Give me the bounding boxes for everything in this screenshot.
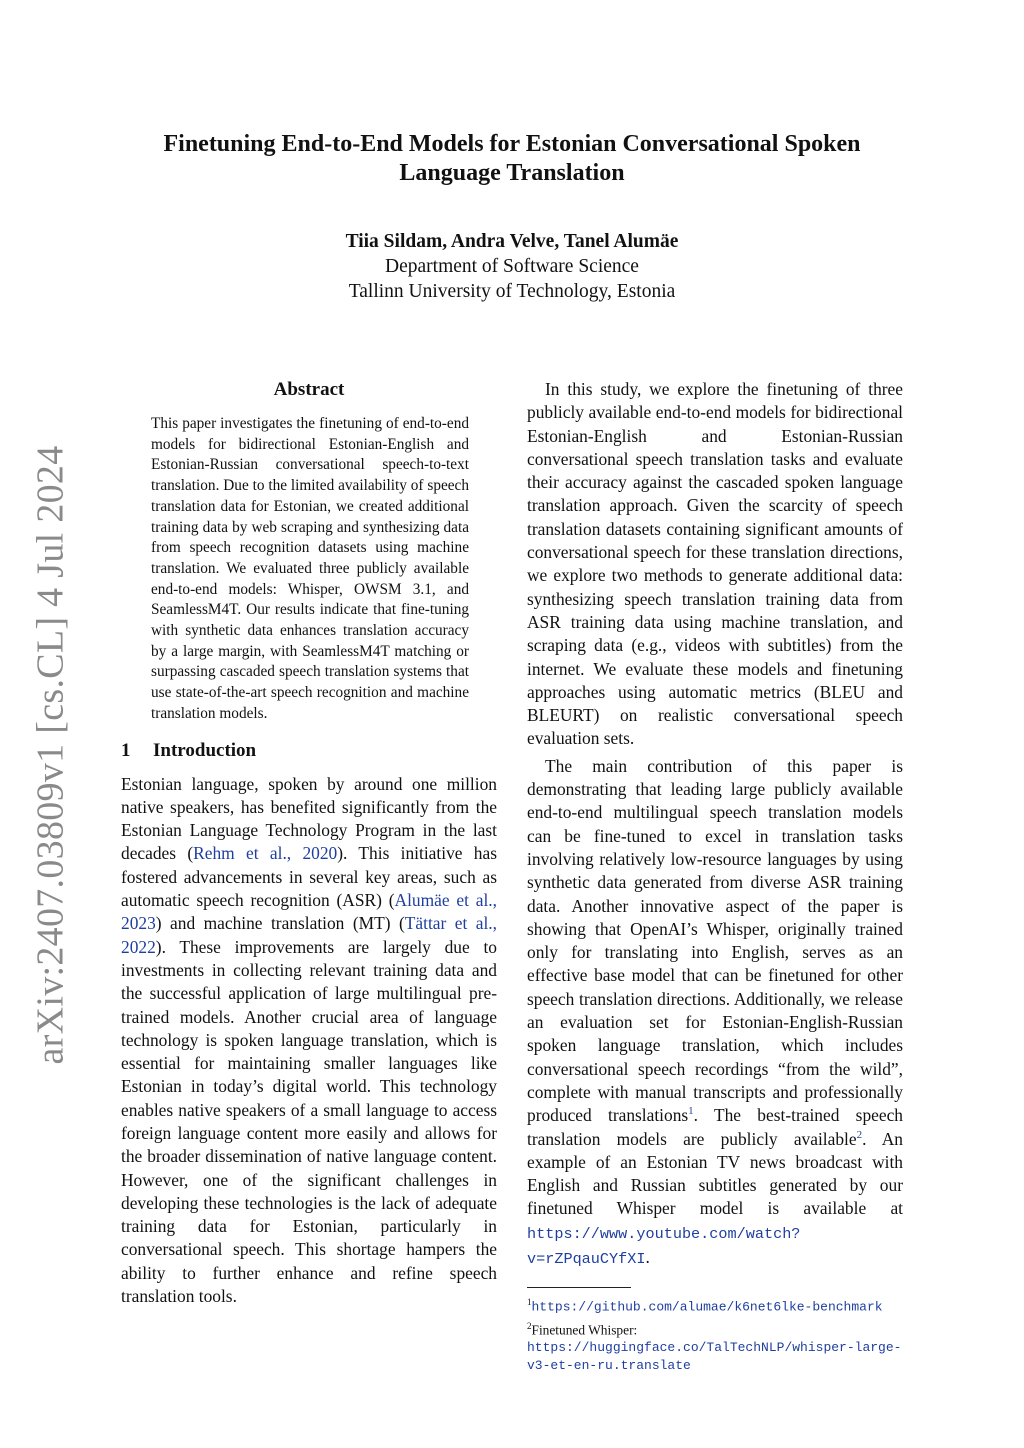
section-number: 1 [121,739,131,761]
abstract-text: This paper investigates the finetuning of end-to-end models for bidirectional Estonian-English and Estonian-Russian conversational speech-to-text translation. Due to the limited availability of speech translation data for Estonian, we created additional training data by web scraping and synthesizing data from speech recognition datasets using machine translation. We evaluated three publicly available end-to-end models: Whisper, OWSM 3.1, and SeamlessM4T. Our results indicate that fine-tuning with synthetic data enhances translation accuracy by a large margin, with SeamlessM4T matching or surpassing cascaded speech translation systems that use state-of-the-art speech recognition and machine translation models. [151,415,469,722]
footnote-divider [527,1287,631,1288]
section-title: Introduction [153,739,257,761]
author-names: Tiia Sildam, Andra Velve, Tanel Alumäe [345,231,679,252]
footnote-1-number: 1 [527,1297,532,1308]
intro-p1-text-a: Estonian language, spoken by around one million native speakers, has benefited significantly from the Estonian Language Technology Program in the last decades ( [121,773,497,864]
footnote-2-label: Finetuned Whisper: [531,1322,638,1338]
author-institution: Tallinn University of Technology, Estonia [348,281,676,302]
footnote-2 [527,1318,903,1374]
intro-paragraph-2: In this study, we explore the finetuning of three publicly available end-to-end models for bidirectional Estonian-English and Estonian-Russian conversational speech translation tasks and evaluate their accuracy against the cascaded spoken language translation approach. Given the scarcity of speech translation datasets containing significant amounts of conversational speech for these translation directions, we explore two methods to generate additional data: synthesizing speech translation training data from ASR training data using machine translation, and scraping data (e.g., videos with subtitles) from the internet. We evaluate these models and finetuning approaches using automatic metrics (BLEU and BLEURT) on realistic conversational speech evaluation sets. [527,379,903,749]
intro-paragraph-1 [121,773,497,1309]
youtube-link[interactable]: https://www.youtube.com/watch?v=rZPqauCYfXI [527,1224,801,1268]
citation-alumae-2023[interactable]: Alumäe et al., 2023 [121,890,497,934]
intro-p1-text-d: ). These improvements are largely due to investments in collecting relevant training data and the successful application of large multilingual pre-trained models. Another crucial area of language technology is spoken language translation, which is essential for maintaining smaller languages like Estonian in today’s digital world. This technology enables native speakers of a small language to access foreign language content more easily and allows for the broader dissemination of native language content. However, one of the significant challenges in developing these technologies is the lack of adequate training data for Estonian, particularly in conversational speech. This shortage hampers the ability to further enhance and refine speech translation tools. [121,936,497,1307]
intro-p1-text-b: ). This initiative has fostered advancements in several key areas, such as automatic speech recognition (ASR) ( [121,843,497,911]
intro-p3-text-b: . The best-trained speech translation models are publicly available [527,1105,903,1149]
author-department: Department of Software Science [385,256,639,277]
intro-p1-text-c: ) and machine translation (MT) ( [155,913,405,934]
footnote-2-number: 2 [527,1320,532,1331]
abstract-heading: Abstract [273,379,345,400]
footnote-2-link[interactable]: https://huggingface.co/TalTechNLP/whisper-large-v3-et-en-ru.translate [527,1340,902,1374]
right-column [527,378,903,1374]
section-heading-introduction [121,739,497,763]
intro-p3-text-a: The main contribution of this paper is demonstrating that leading large publicly available end-to-end multilingual speech translation models can be fine-tuned to excel in translation tasks involving relatively low-resource languages by using synthetic data generated from diverse ASR training data. Another innovative aspect of the paper is showing that OpenAI’s Whisper, originally trained only for translating into English, serves as an effective base model that can be finetuned for other speech translation directions. Additionally, we release an evaluation set for Estonian-English-Russian spoken language translation, which includes conversational speech recordings “from the wild”, complete with manual transcripts and professionally produced translations [527,755,903,1126]
citation-tattar-2022[interactable]: Tättar et al., 2022 [121,913,497,957]
arxiv-stamp: arXiv:2407.03809v1 [cs.CL] 4 Jul 2024 [30,445,73,1065]
arxiv-stamp-container [16,445,86,1065]
intro-p3-text-d: . [645,1246,650,1267]
footnote-1 [527,1294,903,1315]
title-line-1: Finetuning End-to-End Models for Estonian Conversational Spoken [163,131,861,157]
intro-paragraph-3 [527,755,903,1272]
title-line-2: Language Translation [399,160,625,186]
paper-title [120,130,904,188]
footnote-ref-2[interactable]: 2 [856,1128,863,1141]
footnote-1-link[interactable]: https://github.com/alumae/k6net6lke-benchmark [531,1299,883,1315]
citation-rehm-2020[interactable]: Rehm et al., 2020 [193,843,338,864]
left-column [121,378,497,1308]
author-block [120,229,904,304]
intro-p3-text-c: . An example of an Estonian TV news broadcast with English and Russian subtitles generated by our finetuned Whisper model is available at [527,1128,903,1219]
footnote-ref-1[interactable]: 1 [688,1105,694,1118]
